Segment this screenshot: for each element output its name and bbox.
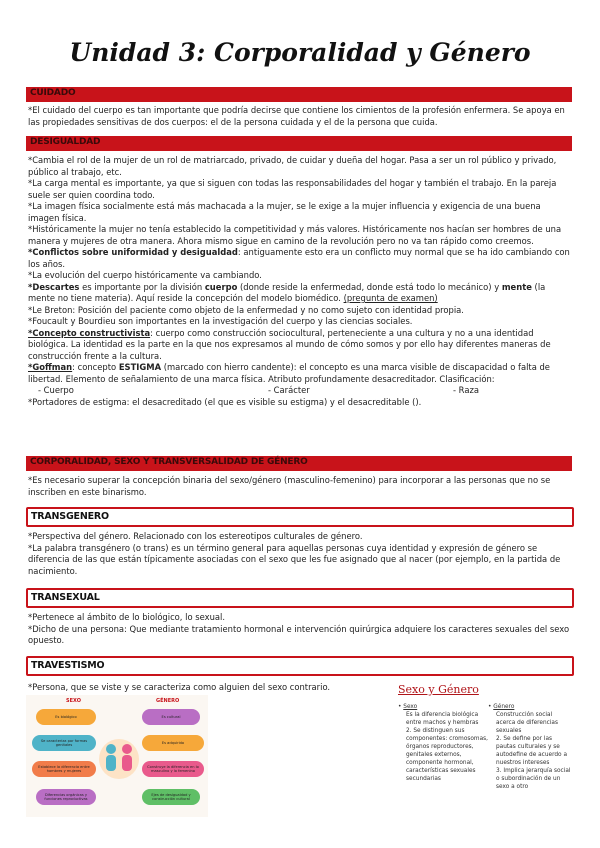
section-header-desigualdad: DESIGUALDAD	[26, 136, 572, 151]
infographic-genero-item: Es adquirido	[142, 735, 204, 751]
genero-column-head: Género	[493, 704, 515, 710]
desigualdad-text: *Cambia el rol de la mujer de un rol de matriarcado, privado, de cuidar y dueña del hogar. Pasa a ser un rol público y privado, público al trabajo, etc. *La carga mental es importante, ya que si siguen con todas las responsabilidades del hogar y también el trabajo. En la pareja suele ser quien coordina todo. *La imagen física socialmente está más machacada a la mujer, se le exige a la mujer influencia y exigencia de una buena imagen física. *Históricamente la mujer no tenía establecido la competitividad y más valores. Históricamente nos hacían ser hombres de una manera y mujeres de otra manera. Ahora mismo sigue en camino de la revolución pero no va tan rápido como creemos. *Conflictos sobre uniformidad y desigualdad: antiguamente esto era un conflicto muy normal que se ha ido cambiando con los años. *La evolución del cuerpo históricamente va cambiando. *Descartes es importante por la división cuerpo (donde reside la enfermedad, donde está todo lo mecánico) y mente (la mente no tiene materia). Aquí reside la concepción del modelo biomédico. (pregunta de examen) *Le Breton: Posición del paciente como objeto de la enfermedad y no como sujeto con identidad propia. *Foucault y Bourdieu son importantes en la investigación del cuerpo y las ciencias sociales. *Concepto constructivista: cuerpo como construcción sociocultural, perteneciente a una cultura y no a una identidad biológica. La identidad es la parte en la que nos expresamos al mundo de cómo somos y por ello hay diferentes maneras de construcción frente a la cultura. *Goffman: concepto ESTIGMA (marcado con hierro candente): el concepto es una marca visible de discapacidad o falta de libertad. Elemento de señalamiento de una marca física. Atributo profundamente desacreditador. Clasificación: - Cuerpo - Carácter - Raza *Portadores de estigma: el desacreditado (el que es visible su estigma) y el desacreditable ().	[28, 155, 572, 408]
infographic-genero-item: Construye la diferencia en lo masculino y lo femenino	[142, 761, 204, 777]
center-circle-icon	[99, 739, 139, 779]
infographic-sexo-item: Establece la diferencia entre hombres y mujeres	[32, 761, 96, 777]
cuidado-text: *El cuidado del cuerpo es tan importante que podría decirse que contiene los cimientos de la profesión enfermera. Se apoya en las propiedades sensitivas de dos cuerpos: el de la persona cuidada y el de la persona que cuida.	[28, 105, 565, 127]
infographic-genero-item: Es cultural	[142, 709, 200, 725]
section-header-transexual: TRANSEXUAL	[26, 588, 574, 608]
sexo-column: • Sexo Es la diferencia biológica entre machos y hembras 2. Se distinguen sus componentes: cromosomas, órganos reproductores, genitales externos, componente hormonal, características sexuales secundarias	[398, 704, 488, 782]
section-header-transgenero: TRANSGENERO	[26, 507, 574, 527]
sexo-genero-infographic	[26, 695, 208, 817]
infographic-genero-item: Ejes de desigualdad y construcción cultural	[142, 789, 200, 805]
person-body-icon	[122, 755, 132, 771]
travestismo-text: *Persona, que se viste y se caracteriza como alguien del sexo contrario.	[28, 682, 331, 692]
infographic-genero-label: GÉNERO	[156, 698, 180, 704]
sexo-point: Es la diferencia biológica entre machos y hembras	[406, 712, 479, 726]
genero-point: Implica jerarquía social o subordinación de un sexo a otro	[496, 768, 571, 790]
infographic-sexo-item: Diferencias orgánicas y funciones reproductivas	[36, 789, 96, 805]
sexo-genero-title: Sexo y Género	[398, 683, 479, 696]
sexo-point: Se distinguen sus componentes: cromosomas, órganos reproductores, genitales externos, componente hormonal, características sexuales secundarias	[406, 728, 488, 782]
section-header-corporalidad: CORPORALIDAD, SEXO Y TRANSVERSALIDAD DE GÉNERO	[26, 456, 572, 471]
sexo-column-head: Sexo	[403, 704, 418, 710]
person-head-icon	[122, 744, 132, 754]
infographic-sexo-item: Es biológico	[36, 709, 96, 725]
genero-point: Se define por las pautas culturales y se autodefine de acuerdo a nuestros intereses	[496, 736, 567, 766]
section-header-cuidado: CUIDADO	[26, 87, 572, 102]
genero-column: • Género Construcción social acerca de diferencias sexuales 2. Se define por las pautas culturales y se autodefine de acuerdo a nuestros intereses 3. Implica jerarquía social o subordinación de un sexo a otro	[488, 704, 571, 790]
corporalidad-text: *Es necesario superar la concepción binaria del sexo/género (masculino-femenino) para incorporar a las personas que no se inscriben en este binarismo.	[28, 475, 551, 497]
genero-point: Construcción social acerca de diferencias sexuales	[496, 712, 558, 734]
section-header-travestismo: TRAVESTISMO	[26, 656, 574, 676]
transgenero-text: *Perspectiva del género. Relacionado con los estereotipos culturales de género. *La palabra transgénero (o trans) es un término general para aquellas personas cuya identidad y expresión de género se diferencia de las que están típicamente asociadas con el sexo que les fue asignado que al nacer (por ejemplo, en la partida de nacimiento.	[28, 531, 561, 576]
infographic-sexo-item: Se caracteriza por formas genitales	[32, 735, 96, 751]
people-icon	[98, 713, 140, 805]
person-body-icon	[106, 755, 116, 771]
infographic-sexo-label: SEXO	[66, 698, 81, 704]
page-title: Unidad 3: Corporalidad y Género	[69, 38, 531, 67]
estigma-classification: - Cuerpo - Carácter - Raza	[38, 385, 479, 395]
person-head-icon	[106, 744, 116, 754]
transexual-text: *Pertenece al ámbito de lo biológico, lo sexual. *Dicho de una persona: Que mediante tratamiento hormonal e intervención quirúrgica adquiere los caracteres sexuales del sexo opuesto.	[28, 612, 570, 645]
